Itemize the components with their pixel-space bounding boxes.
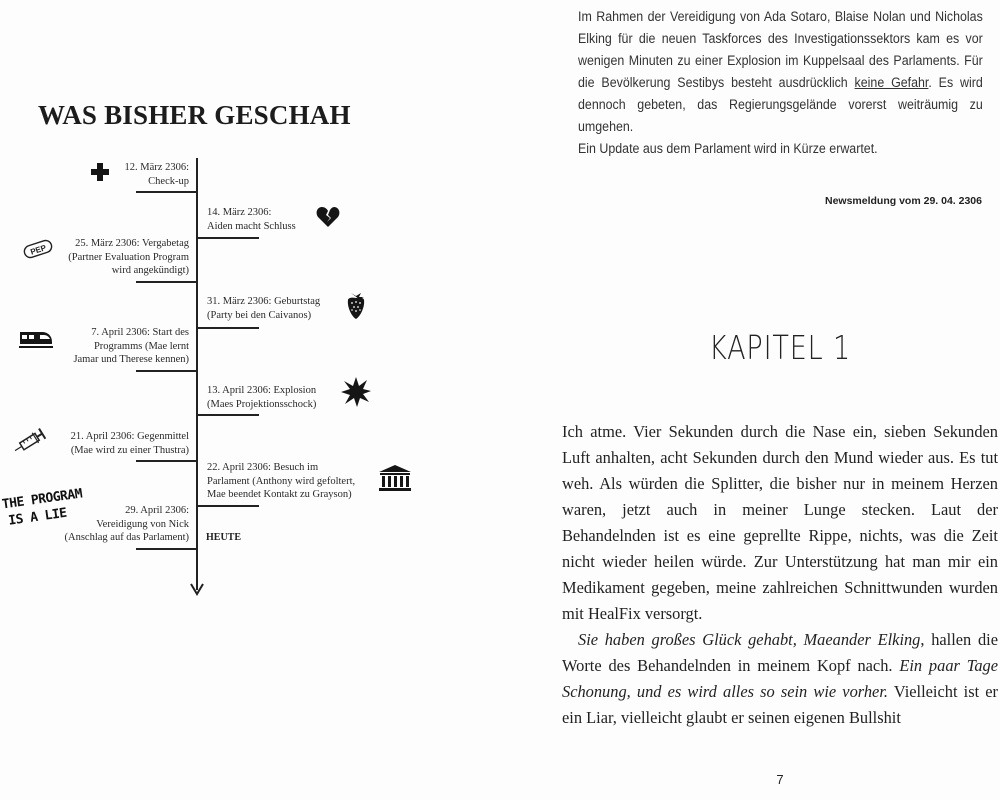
body-paragraph: Sie haben großes Glück gehabt, Maeander Elking, hallen die Worte des Behandelnden in meinem Kopf nach. Ein paar Tage Schonung, und es wird alles so sein wie vorher. Vielleicht ist er ein Liar, vielleicht glaubt er seinen eigenen Bullshit xyxy=(562,630,999,727)
timeline-event: 12. März 2306: Check-up xyxy=(124,162,189,187)
timeline-tick xyxy=(136,281,197,283)
timeline-tick xyxy=(136,370,197,372)
timeline-tick xyxy=(197,327,259,329)
broken-heart-icon xyxy=(316,206,340,228)
timeline-tick xyxy=(136,460,197,462)
medical-cross-icon xyxy=(90,162,110,182)
timeline-tick xyxy=(136,548,197,550)
pep-stamp-icon xyxy=(22,238,54,260)
timeline-event: 21. April 2306: Gegenmittel (Mae wird zu einer Thustra) xyxy=(70,431,189,456)
timeline-event: 31. März 2306: Geburtstag (Party bei den Caivanos) xyxy=(207,296,321,321)
timeline-tick xyxy=(197,414,259,416)
graffiti-text: THE PROGRAM IS A LIE xyxy=(1,486,84,529)
timeline-axis xyxy=(196,158,198,590)
body-paragraph: Ich atme. Vier Sekunden durch die Nase ein, sieben Sekunden Luft anhalten, acht Sekunden durch den Mund wieder aus. Es tut weh. Als würden die Splitter, die bisher nur in meinem Herzen waren, jetzt auch in meiner Lunge stecken. Laut der Behandelnden ist es eine geprellte Rippe, nichts, was die Zeit nicht wieder heilen würde. Zur Unterstützung hat man mir ein Medikament gegeben, meine zahlreichen Schnittwunden wurden mit HealFix versorgt. xyxy=(562,422,998,623)
timeline-tick xyxy=(197,505,259,507)
syringe-icon xyxy=(12,428,52,452)
page-number: 7 xyxy=(776,772,784,787)
chapter-title: KAPITEL 1 xyxy=(709,328,851,367)
strawberry-icon xyxy=(344,290,368,320)
news-update: Ein Update aus dem Parlament wird in Kürze erwartet. xyxy=(578,141,878,156)
news-source: Newsmeldung vom 29. 04. 2306 xyxy=(825,195,982,207)
timeline-event: 14. März 2306: Aiden macht Schluss xyxy=(207,207,296,232)
parliament-icon xyxy=(378,464,412,492)
timeline-title: WAS BISHER GESCHAH xyxy=(38,100,351,130)
timeline-event: 25. März 2306: Vergabetag (Partner Evaluation Program wird angekündigt) xyxy=(68,238,189,276)
chapter-text xyxy=(562,419,998,731)
news-paragraph: Im Rahmen der Vereidigung von Ada Sotaro, Blaise Nolan und Nicholas Elking für die neuen Taskforces des Investigationssektors kam es vor wenigen Minuten zu einer Explosion im Kuppelsaal des Parlaments. Für die Bevölkerung Sestibys besteht ausdrücklich keine Gefahr. Es wird dennoch gebeten, das Regierungsgelände vorerst weiträumig zu umgehen. xyxy=(578,9,983,134)
timeline-event: 7. April 2306: Start des Programms (Mae lernt Jamar und Therese kennen) xyxy=(73,327,189,365)
today-label: HEUTE xyxy=(206,532,242,543)
timeline-tick xyxy=(136,191,197,193)
news-report xyxy=(578,6,983,160)
train-icon xyxy=(18,328,54,350)
explosion-icon xyxy=(340,376,372,408)
timeline-event: 13. April 2306: Explosion (Maes Projektionsschock) xyxy=(207,385,317,410)
timeline-event: 29. April 2306: Vereidigung von Nick (Anschlag auf das Parlament) xyxy=(64,505,189,543)
timeline-tick xyxy=(197,237,259,239)
svg-text:PEP: PEP xyxy=(29,243,48,257)
timeline-event: 22. April 2306: Besuch im Parlament (Anthony wird gefoltert, Mae beendet Kontakt zu Grayson) xyxy=(207,462,356,500)
timeline-arrow-icon xyxy=(190,582,204,596)
